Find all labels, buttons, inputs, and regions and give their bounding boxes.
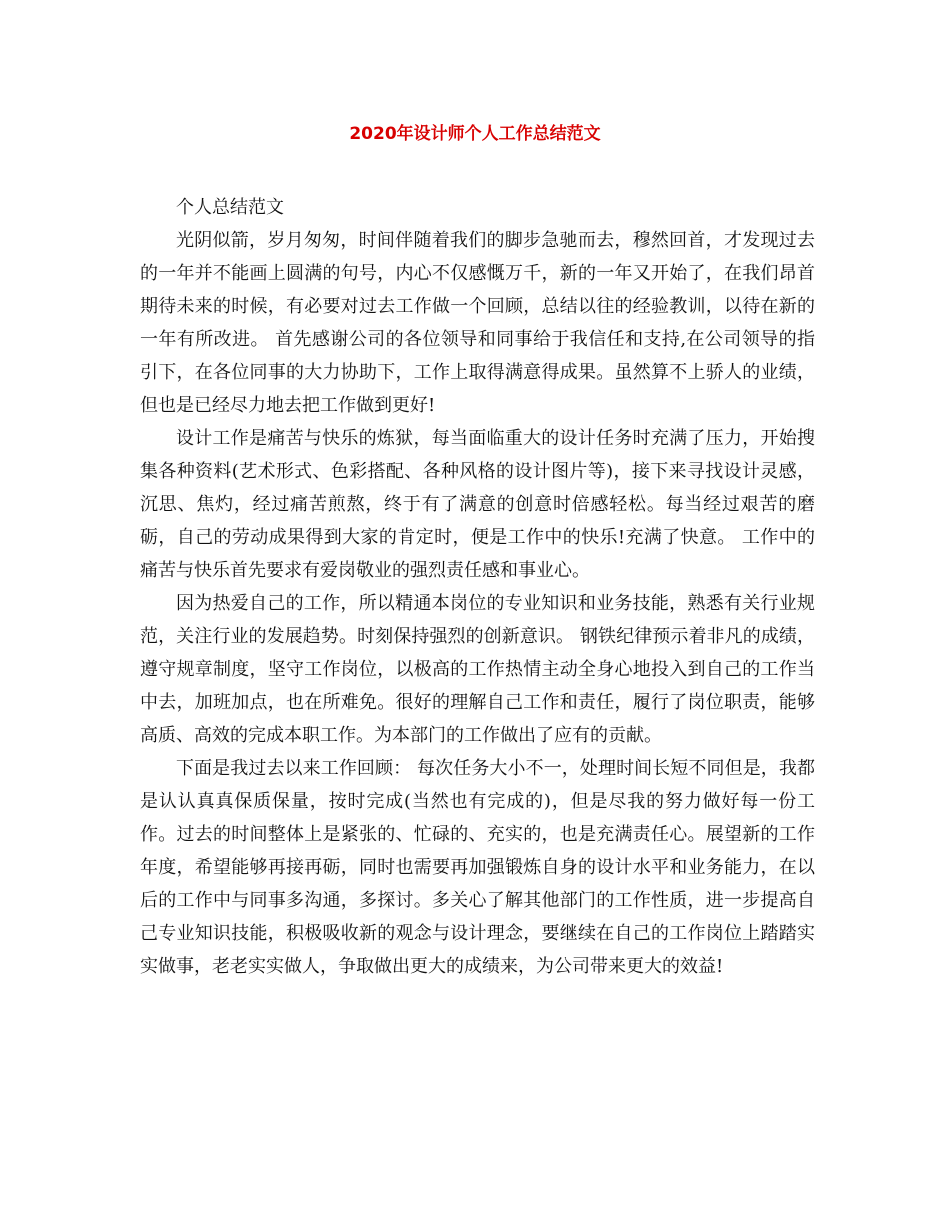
paragraph-passion: 因为热爱自己的工作，所以精通本岗位的专业知识和业务技能，熟悉有关行业规范，关注行业的发展趋势。时刻保持强烈的创新意识。 钢铁纪律预示着非凡的成绩，遵守规章制度，坚守工作岗位，以极高的工作热情主动全身心地投入到自己的工作当中去，加班加点，也在所难免。很好的理解自己工作和责任，履行了岗位职责，能够高质、高效的完成本职工作。为本部门的工作做出了应有的贡献。 <box>140 593 815 746</box>
document-title: 2020年设计师个人工作总结范文 <box>349 124 601 144</box>
paragraph-design-work: 设计工作是痛苦与快乐的炼狱，每当面临重大的设计任务时充满了压力，开始搜集各种资料(艺术形式、色彩搭配、各种风格的设计图片等)，接下来寻找设计灵感，沉思、焦灼，经过痛苦煎熬，终于有了满意的创意时倍感轻松。每当经过艰苦的磨砺，自己的劳动成果得到大家的肯定时，便是工作中的快乐!充满了快意。 工作中的痛苦与快乐首先要求有爱岗敬业的强烈责任感和事业心。 <box>140 428 815 581</box>
document-body <box>140 191 815 983</box>
paragraph-heading: 个人总结范文 <box>176 197 284 218</box>
paragraph-review: 下面是我过去以来工作回顾： 每次任务大小不一，处理时间长短不同但是，我都是认认真真保质保量，按时完成(当然也有完成的)，但是尽我的努力做好每一份工作。过去的时间整体上是紧张的、忙碌的、充实的，也是充满责任心。展望新的工作年度，希望能够再接再砺，同时也需要再加强锻炼自身的设计水平和业务能力，在以后的工作中与同事多沟通，多探讨。多关心了解其他部门的工作性质，进一步提高自己专业知识技能，积极吸收新的观念与设计理念，要继续在自己的工作岗位上踏踏实实做事，老老实实做人，争取做出更大的成绩来，为公司带来更大的效益! <box>140 758 815 977</box>
paragraph-intro: 光阴似箭，岁月匆匆，时间伴随着我们的脚步急驰而去，穆然回首，才发现过去的一年并不能画上圆满的句号，内心不仅感慨万千，新的一年又开始了，在我们昂首期待未来的时候，有必要对过去工作做一个回顾，总结以往的经验教训，以待在新的一年有所改进。 首先感谢公司的各位领导和同事给于我信任和支持,在公司领导的指引下，在各位同事的大力协助下，工作上取得满意得成果。虽然算不上骄人的业绩，但也是已经尽力地去把工作做到更好! <box>140 230 815 416</box>
